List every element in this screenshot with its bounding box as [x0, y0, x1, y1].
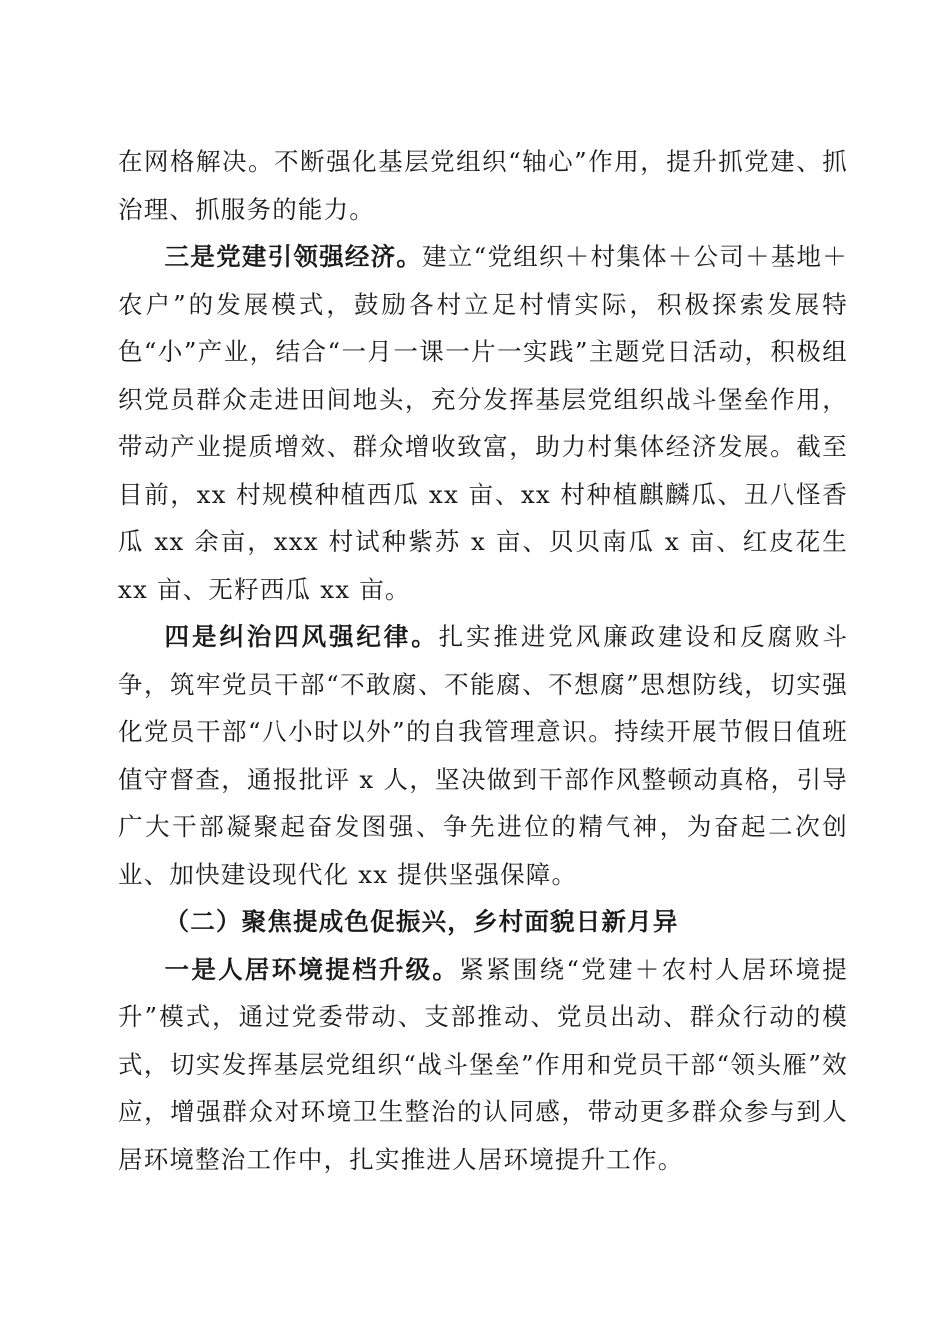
paragraph-text: 扎实推进党风廉政建设和反腐败斗争，筑牢党员干部“不敢腐、不能腐、不想腐”思想防线，切实强化党员干部“八小时以外”的自我管理意识。持续开展节假日值班值守督查，通报批评 x 人，坚决做到干部作风整顿动真格，引导广大干部凝聚起奋发图强、争先进位的精气神，为奋起二次创业、加快建设现代化 xx 提供坚强保障。 — [118, 622, 849, 889]
paragraph-environment — [118, 946, 848, 1184]
paragraph-discipline — [118, 613, 848, 898]
paragraph-lead: 一是人居环境提档升级。 — [164, 954, 460, 984]
paragraph-economy — [118, 233, 848, 613]
paragraph-text: 在网格解决。不断强化基层党组织“轴心”作用，提升抓党建、抓治理、抓服务的能力。 — [118, 147, 848, 224]
paragraph-text: 建立“党组织＋村集体＋公司＋基地＋农户”的发展模式，鼓励各村立足村情实际，积极探索发展特色“小”产业，结合“一月一课一片一实践”主题党日活动，积极组织党员群众走进田间地头，充分发挥基层党组织战斗堡垒作用，带动产业提质增效、群众增收致富，助力村集体经济发展。截至目前，xx 村规模种植西瓜 xx 亩、xx 村种植麒麟瓜、丑八怪香瓜 xx 余亩，xxx 村试种紫苏 x 亩、贝贝南瓜 x 亩、红皮花生 xx 亩、无籽西瓜 xx 亩。 — [118, 242, 848, 604]
document-body — [118, 138, 848, 1183]
paragraph-lead: 四是纠治四风强纪律。 — [164, 622, 439, 651]
paragraph-continuation — [118, 138, 848, 233]
paragraph-text: 紧紧围绕“党建＋农村人居环境提升”模式，通过党委带动、支部推动、党员出动、群众行动的模式，切实发挥基层党组织“战斗堡垒”作用和党员干部“领头雁”效应，增强群众对环境卫生整治的认同感，带动更多群众参与到人居环境整治工作中，扎实推进人居环境提升工作。 — [118, 954, 849, 1174]
paragraph-lead: 三是党建引领强经济。 — [164, 242, 423, 271]
section-heading: （二）聚焦提成色促振兴，乡村面貌日新月异 — [164, 907, 679, 936]
